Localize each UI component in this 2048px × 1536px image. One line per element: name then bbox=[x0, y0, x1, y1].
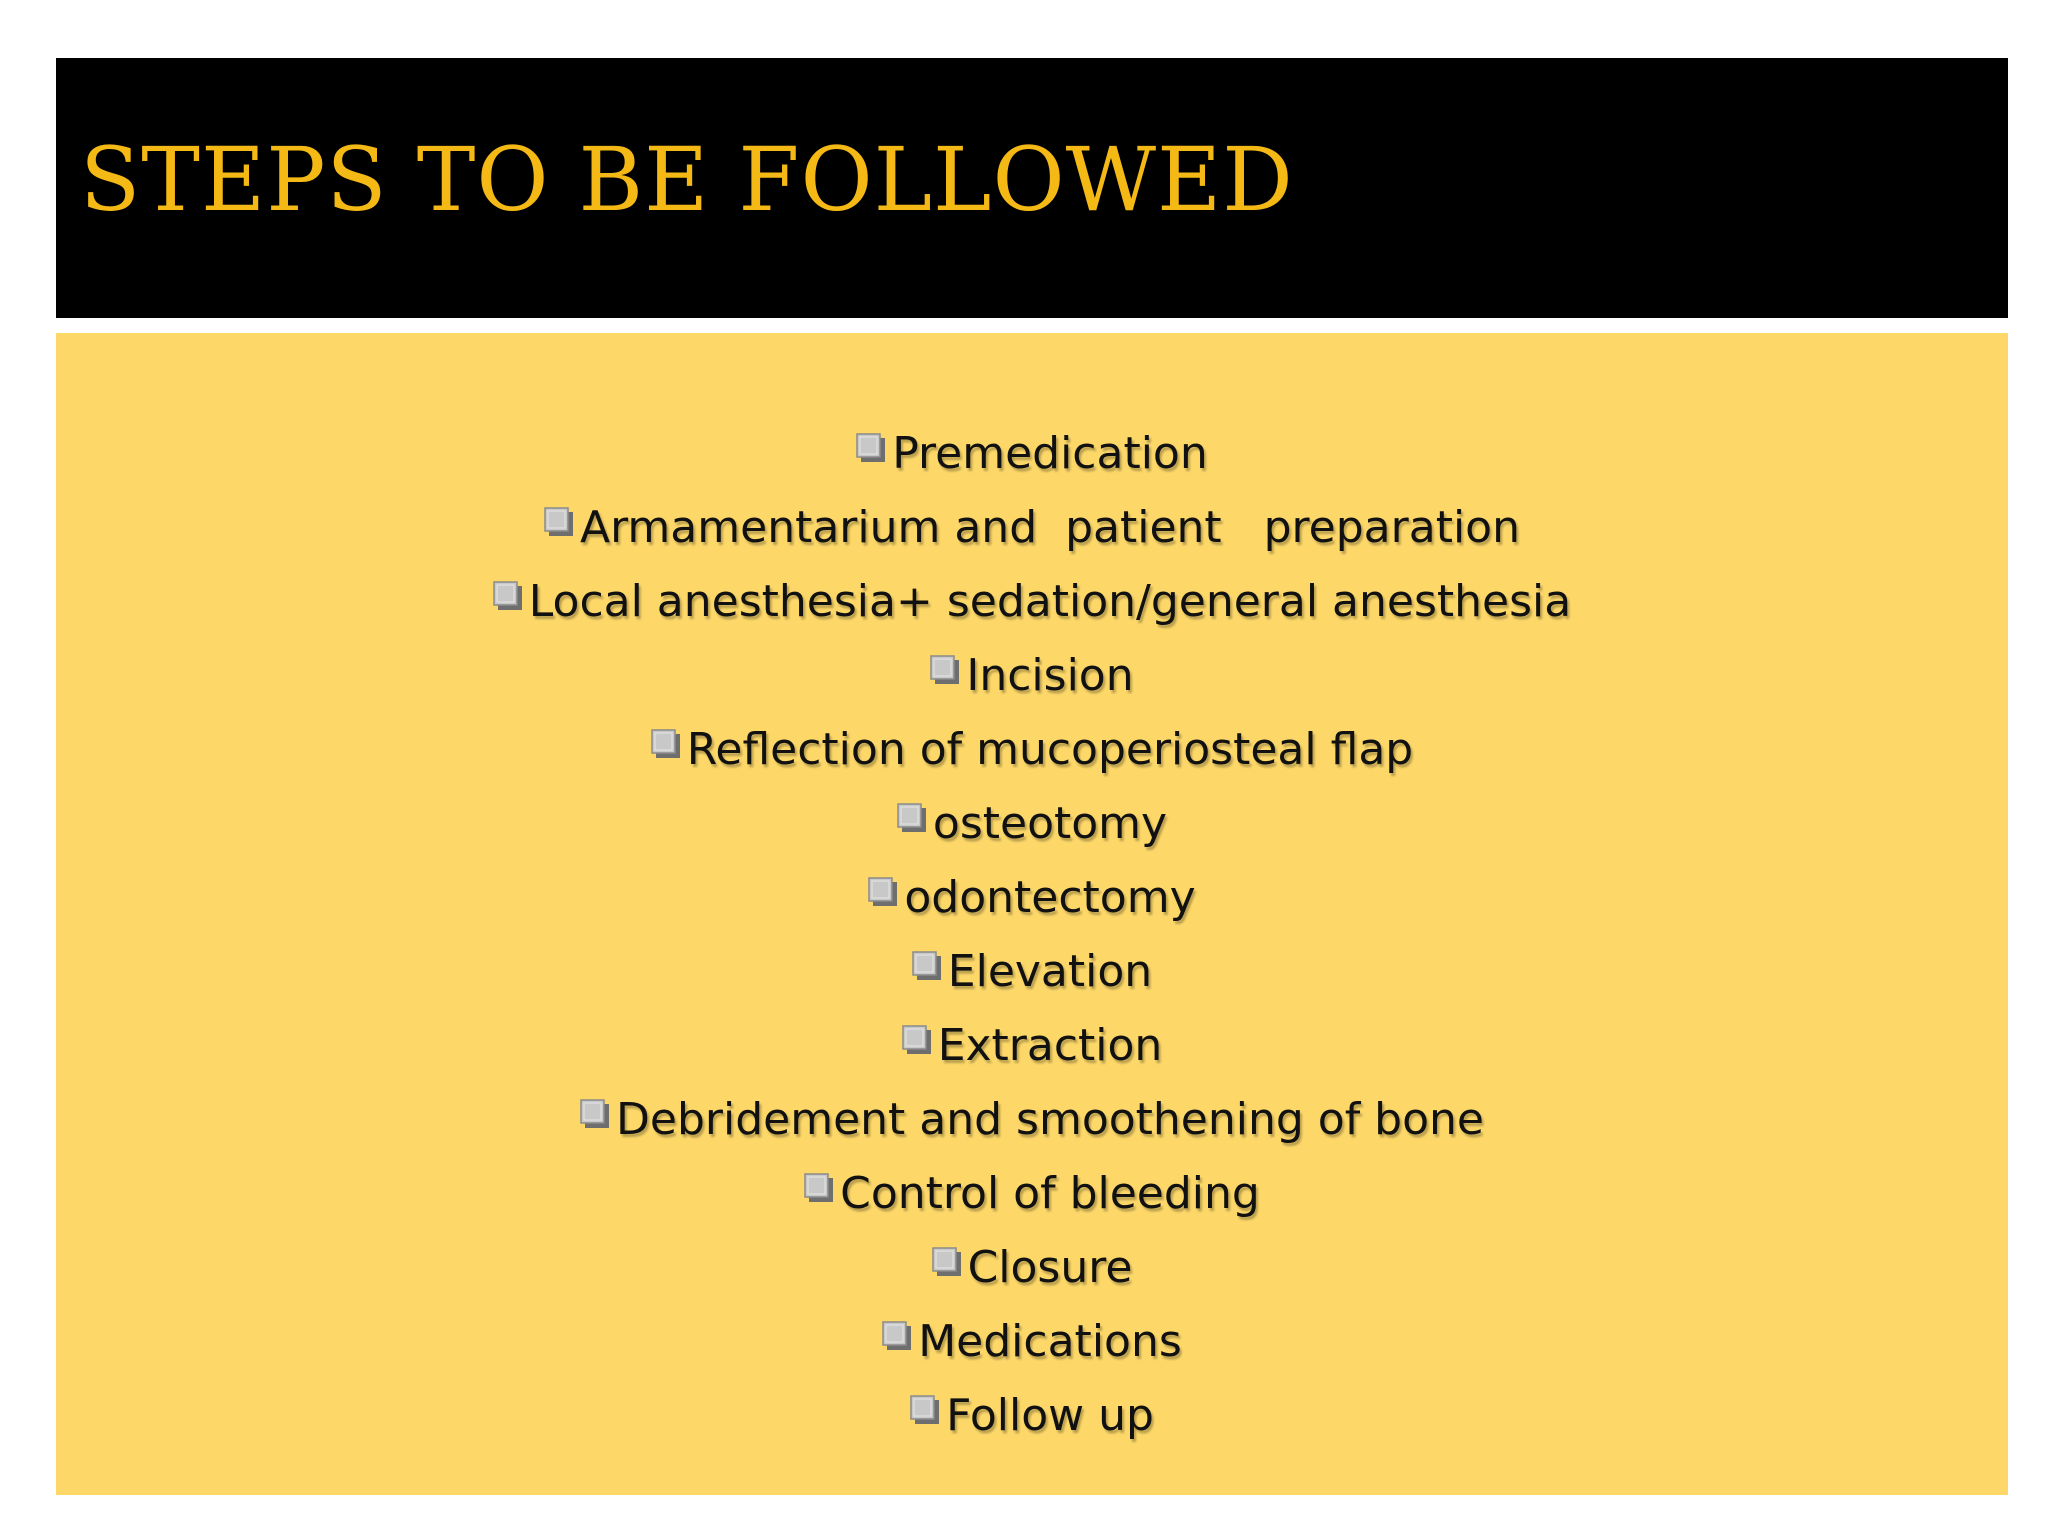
checkbox-square-icon bbox=[804, 1173, 834, 1203]
step-item bbox=[56, 1305, 2008, 1379]
step-item bbox=[56, 861, 2008, 935]
steps-list bbox=[56, 417, 2008, 1453]
checkbox-square-icon bbox=[882, 1321, 912, 1351]
step-label: Elevation bbox=[947, 946, 1153, 997]
step-item bbox=[56, 1157, 2008, 1231]
step-item bbox=[56, 935, 2008, 1009]
checkbox-square-icon bbox=[651, 729, 681, 759]
step-item bbox=[56, 713, 2008, 787]
title-bar bbox=[56, 58, 2008, 318]
step-item bbox=[56, 639, 2008, 713]
step-label: Follow up bbox=[946, 1390, 1154, 1441]
step-label: Local anesthesia+ sedation/general anesthesia bbox=[528, 576, 1572, 627]
checkbox-square-icon bbox=[930, 655, 960, 685]
step-item bbox=[56, 1009, 2008, 1083]
step-label: Premedication bbox=[892, 428, 1208, 479]
checkbox-square-icon bbox=[932, 1247, 962, 1277]
step-label: Reflection of mucoperiosteal flap bbox=[686, 724, 1414, 775]
slide-title: STEPS TO BE FOLLOWED bbox=[80, 128, 1294, 231]
checkbox-square-icon bbox=[910, 1395, 940, 1425]
step-label: Extraction bbox=[937, 1020, 1163, 1071]
step-item bbox=[56, 787, 2008, 861]
step-label: Armamentarium and patient preparation bbox=[580, 502, 1520, 553]
checkbox-square-icon bbox=[868, 877, 898, 907]
step-item bbox=[56, 417, 2008, 491]
step-item bbox=[56, 1231, 2008, 1305]
checkbox-square-icon bbox=[493, 581, 523, 611]
step-item bbox=[56, 1083, 2008, 1157]
step-item bbox=[56, 491, 2008, 565]
step-label: Control of bleeding bbox=[840, 1168, 1260, 1219]
checkbox-square-icon bbox=[897, 803, 927, 833]
checkbox-square-icon bbox=[580, 1099, 610, 1129]
checkbox-square-icon bbox=[912, 951, 942, 981]
step-label: Debridement and smoothening of bone bbox=[616, 1094, 1484, 1145]
step-label: Incision bbox=[966, 650, 1134, 701]
step-item bbox=[56, 1379, 2008, 1453]
step-label: Medications bbox=[918, 1316, 1182, 1367]
checkbox-square-icon bbox=[544, 507, 574, 537]
content-panel bbox=[56, 333, 2008, 1495]
step-label: odontectomy bbox=[904, 872, 1196, 923]
step-item bbox=[56, 565, 2008, 639]
step-label: Closure bbox=[967, 1242, 1133, 1293]
checkbox-square-icon bbox=[856, 433, 886, 463]
checkbox-square-icon bbox=[902, 1025, 932, 1055]
step-label: osteotomy bbox=[932, 798, 1168, 849]
